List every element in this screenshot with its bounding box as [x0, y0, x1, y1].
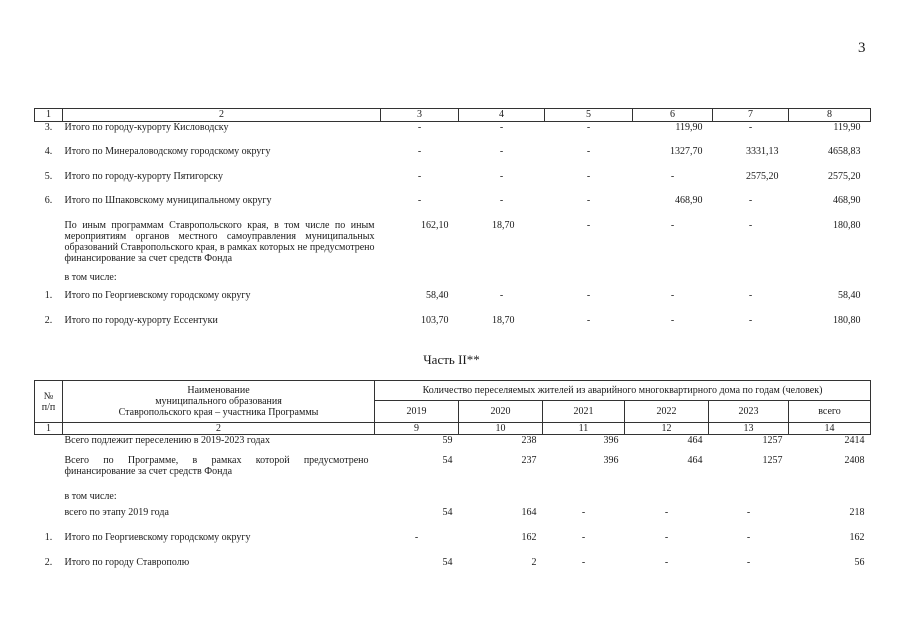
row-index: 2.: [44, 556, 53, 568]
row-name: в том числе:: [64, 490, 117, 502]
table-row: [35, 315, 871, 335]
cell: 56: [854, 556, 865, 568]
col-number: 11: [543, 423, 625, 435]
table-row: [35, 272, 871, 290]
col-number: 6: [633, 109, 713, 122]
table-row: [35, 507, 871, 532]
col-number: 2: [63, 109, 381, 122]
row-name: По иным программам Ставропольского края, в том числе по иным мероприятиям органов местного самоуправления муниципальных образований Ставропольского края, в рамках которых не предусмотрено финансирование за счет средств Фонда: [64, 219, 375, 264]
table-row: [35, 455, 871, 486]
part2-header-row: [35, 381, 871, 401]
cell: -: [664, 506, 669, 518]
cell: 54: [442, 454, 453, 466]
col-header-total: всего: [789, 401, 871, 423]
row-name: Итого по городу-курорту Пятигорску: [64, 170, 224, 182]
cell: 119,90: [675, 122, 703, 133]
cell: -: [586, 219, 591, 231]
cell: -: [746, 556, 751, 568]
col-header-year: 2022: [625, 401, 709, 423]
row-name: Итого по городу Ставрополю: [64, 556, 190, 568]
col-header-number: № п/п: [35, 381, 63, 423]
table-row: [35, 435, 871, 455]
cell: 180,80: [833, 219, 861, 231]
col-header-year: 2020: [459, 401, 543, 423]
row-name: Итого по городу-курорту Ессентуки: [64, 314, 218, 326]
cell: 464: [687, 435, 703, 446]
row-index: 6.: [44, 194, 53, 206]
cell: -: [581, 506, 586, 518]
row-name: Итого по Георгиевскому городскому округу: [64, 531, 251, 543]
cell: 1257: [762, 454, 783, 466]
cell: 1327,70: [670, 145, 703, 157]
cell: -: [417, 145, 422, 157]
cell: -: [664, 531, 669, 543]
cell: 103,70: [421, 314, 449, 326]
part1-table: [34, 108, 871, 335]
cell: 2: [531, 556, 537, 568]
part2-column-numbers: [35, 423, 871, 435]
cell: 18,70: [492, 219, 515, 231]
col-number: 5: [545, 109, 633, 122]
row-name: Итого по Шпаковскому муниципальному округу: [64, 194, 272, 206]
part1-column-numbers: [35, 109, 871, 122]
col-number: 4: [459, 109, 545, 122]
cell: 59: [442, 435, 453, 446]
cell: [381, 272, 871, 290]
row-name: Всего по Программе, в рамках которой предусмотрено финансирование за счет средств Фонда: [64, 454, 369, 477]
row-name: Всего подлежит переселению в 2019-2023 годах: [64, 435, 270, 446]
part2-title: Часть II**: [423, 352, 480, 367]
cell: -: [586, 170, 591, 182]
cell: -: [746, 506, 751, 518]
cell: -: [748, 122, 753, 133]
cell: -: [670, 170, 675, 182]
row-index: 1.: [44, 289, 53, 301]
cell: 2408: [844, 454, 865, 466]
cell: -: [670, 289, 675, 301]
col-header-group: Количество переселяемых жителей из аварийного многоквартирного дома по годам (человек): [375, 381, 871, 401]
row-index: [35, 435, 63, 455]
cell: 464: [687, 454, 703, 466]
cell: -: [499, 122, 504, 133]
col-number: 8: [789, 109, 871, 122]
col-number: 1: [35, 423, 63, 435]
row-name: Итого по Георгиевскому городскому округу: [64, 289, 251, 301]
cell: 238: [521, 435, 537, 446]
cell: 162: [849, 531, 865, 543]
cell: -: [499, 170, 504, 182]
cell: 54: [442, 556, 453, 568]
cell: 396: [603, 435, 619, 446]
row-name: Итого по Минераловодскому городскому округу: [64, 145, 271, 157]
table-row: [35, 532, 871, 557]
col-number: 13: [709, 423, 789, 435]
row-index: 1.: [44, 531, 53, 543]
cell: 468,90: [675, 194, 703, 206]
row-index: [35, 272, 63, 290]
row-index: 3.: [44, 122, 53, 133]
cell: -: [748, 219, 753, 231]
cell: 1257: [762, 435, 783, 446]
cell: -: [748, 289, 753, 301]
col-header-year: 2021: [543, 401, 625, 423]
col-number: 14: [789, 423, 871, 435]
table-row: [35, 220, 871, 272]
col-number: 1: [35, 109, 63, 122]
col-number: 3: [381, 109, 459, 122]
cell: -: [586, 122, 591, 133]
col-header-name: Наименование муниципального образования Ставропольского края – участника Программы: [63, 381, 375, 423]
col-number: 9: [375, 423, 459, 435]
cell: -: [414, 531, 419, 543]
cell: -: [417, 122, 422, 133]
cell: 396: [603, 454, 619, 466]
cell: 468,90: [833, 194, 861, 206]
col-number: 12: [625, 423, 709, 435]
cell: -: [748, 194, 753, 206]
col-header-year: 2019: [375, 401, 459, 423]
table-row: [35, 122, 871, 146]
cell: -: [499, 289, 504, 301]
cell: -: [748, 314, 753, 326]
cell: 18,70: [492, 314, 515, 326]
cell: -: [499, 145, 504, 157]
cell: -: [581, 531, 586, 543]
cell: -: [586, 145, 591, 157]
row-index: [35, 486, 63, 507]
row-name: Итого по городу-курорту Кисловодску: [64, 122, 229, 133]
table-row: [35, 557, 871, 577]
cell: -: [746, 531, 751, 543]
cell: 162,10: [421, 219, 449, 231]
table-row: [35, 171, 871, 195]
cell: -: [417, 170, 422, 182]
cell: -: [586, 314, 591, 326]
cell: 2575,20: [746, 170, 779, 182]
row-index: 5.: [44, 170, 53, 182]
cell: 58,40: [426, 289, 449, 301]
row-index: 4.: [44, 145, 53, 157]
cell: 180,80: [833, 314, 861, 326]
row-index: [35, 507, 63, 532]
col-number: 7: [713, 109, 789, 122]
cell: -: [670, 314, 675, 326]
page-number: 3: [858, 40, 866, 56]
cell: 237: [521, 454, 537, 466]
cell: [375, 486, 871, 507]
table-row: [35, 195, 871, 220]
cell: 2414: [844, 435, 865, 446]
cell: 119,90: [833, 122, 861, 133]
cell: -: [670, 219, 675, 231]
cell: -: [586, 289, 591, 301]
cell: 3331,13: [746, 145, 779, 157]
col-number: 10: [459, 423, 543, 435]
col-header-year: 2023: [709, 401, 789, 423]
table-row: [35, 290, 871, 315]
cell: 54: [442, 506, 453, 518]
cell: 164: [521, 506, 537, 518]
cell: 4658,83: [828, 145, 861, 157]
cell: 2575,20: [828, 170, 861, 182]
row-name: всего по этапу 2019 года: [64, 506, 169, 518]
cell: -: [417, 194, 422, 206]
table-row: [35, 146, 871, 171]
cell: 218: [849, 506, 865, 518]
cell: -: [499, 194, 504, 206]
cell: 162: [521, 531, 537, 543]
row-index: 2.: [44, 314, 53, 326]
col-number: 2: [63, 423, 375, 435]
cell: -: [586, 194, 591, 206]
cell: 58,40: [838, 289, 861, 301]
cell: -: [664, 556, 669, 568]
row-index: [35, 220, 63, 272]
cell: -: [581, 556, 586, 568]
row-index: [35, 455, 63, 486]
row-name: в том числе:: [64, 271, 117, 283]
table-row: [35, 486, 871, 507]
part2-table: [34, 380, 871, 577]
